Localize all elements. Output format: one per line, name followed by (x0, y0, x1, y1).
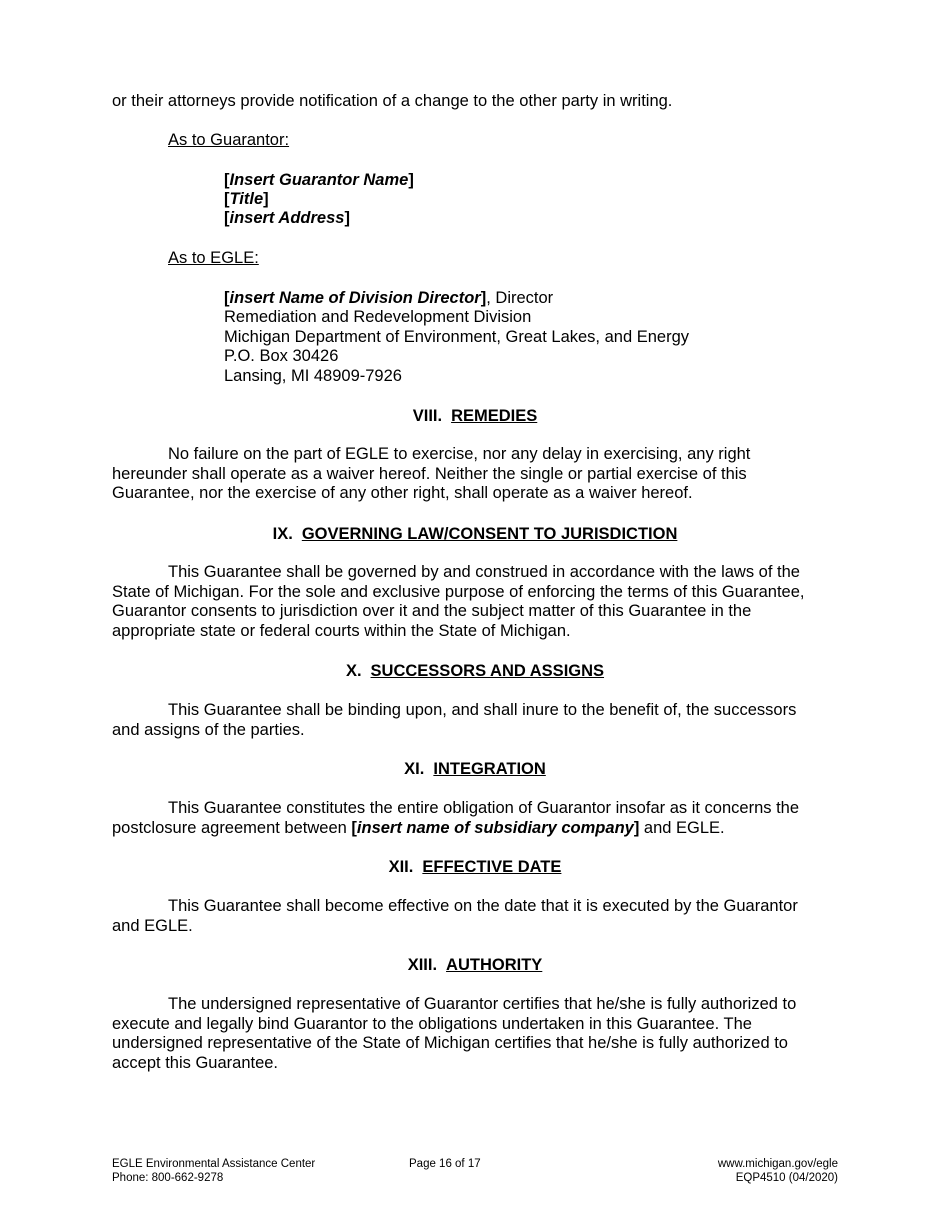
paragraph-line: undersigned representative of the State of Michigan certifies that he/she is fully authorized to (112, 1034, 788, 1053)
director-suffix: , Director (486, 289, 554, 307)
egle-address-line: Michigan Department of Environment, Great Lakes, and Energy (224, 328, 689, 346)
bracket-open: [ (224, 209, 230, 227)
guarantor-address-placeholder: insert Address (229, 209, 345, 227)
paragraph-line: This Guarantee shall become effective on the date that it is executed by the Guarantor (168, 897, 798, 915)
paragraph-line (112, 819, 852, 839)
footer-org: EGLE Environmental Assistance Center (112, 1158, 316, 1170)
remedies-paragraph (112, 445, 852, 504)
guarantor-title-placeholder: Title (229, 190, 264, 208)
governing-law-paragraph (112, 563, 852, 641)
director-placeholder: insert Name of Division Director (229, 289, 481, 307)
paragraph-line: hereunder shall operate as a waiver hereof. Neither the single or partial exercise of this (112, 464, 747, 483)
section-title: GOVERNING LAW/CONSENT TO JURISDICTION (301, 525, 678, 543)
section-title: INTEGRATION (433, 760, 546, 778)
paragraph-line: State of Michigan. For the sole and exclusive purpose of enforcing the terms of this Guarantee, (112, 582, 805, 601)
guarantor-address (224, 209, 350, 229)
paragraph-line: execute and legally bind Guarantor to the obligations undertaken in this Guarantee. The (112, 1014, 752, 1033)
egle-label: As to EGLE: (168, 249, 259, 267)
egle-director (224, 289, 553, 309)
guarantor-title (224, 190, 269, 210)
section-heading-effective-date (0, 857, 950, 877)
effective-date-paragraph (112, 897, 852, 936)
bracket-close: ] (344, 209, 350, 227)
section-number: XIII. (407, 956, 438, 974)
section-number: XII. (388, 858, 414, 876)
bracket-open: [ (224, 171, 230, 189)
section-number: X. (345, 662, 362, 680)
bracket-open: [ (351, 818, 357, 837)
egle-address-line: P.O. Box 30426 (224, 347, 339, 365)
section-heading-governing-law (0, 524, 950, 544)
guarantor-label: As to Guarantor: (168, 131, 290, 149)
footer-url[interactable]: www.michigan.gov/egle (717, 1158, 838, 1170)
integration-paragraph (112, 799, 852, 838)
paragraph-line: This Guarantee shall be governed by and construed in accordance with the laws of the (168, 563, 800, 581)
authority-paragraph (112, 995, 852, 1073)
footer-phone: Phone: 800-662-9278 (112, 1172, 224, 1184)
successors-paragraph (112, 701, 852, 740)
bracket-close: ] (480, 289, 487, 307)
paragraph-line: This Guarantee shall be binding upon, and shall inure to the benefit of, the successors (168, 701, 797, 719)
paragraph-line: and assigns of the parties. (112, 720, 305, 739)
section-number: XI. (404, 760, 425, 778)
footer-form-number: EQP4510 (04/2020) (735, 1172, 838, 1184)
section-heading-authority (0, 955, 950, 975)
bracket-open: [ (224, 190, 230, 208)
section-heading-integration (0, 759, 950, 779)
footer-page-number: Page 16 of 17 (409, 1158, 481, 1170)
section-heading-remedies (0, 406, 950, 426)
guarantor-name-placeholder: Insert Guarantor Name (229, 171, 409, 189)
paragraph-line: Guarantor consents to jurisdiction over it and the subject matter of this Guarantee in the (112, 602, 752, 621)
continuation-line: or their attorneys provide notification of a change to the other party in writing. (112, 92, 673, 110)
bracket-close: ] (263, 190, 269, 208)
paragraph-line: appropriate state or federal courts within the State of Michigan. (112, 621, 571, 640)
paragraph-line: and EGLE. (112, 916, 193, 935)
bracket-close: ] (633, 818, 640, 837)
section-title: REMEDIES (451, 407, 538, 425)
section-heading-successors (0, 661, 950, 681)
section-number: IX. (272, 525, 293, 543)
section-title: EFFECTIVE DATE (422, 858, 562, 876)
paragraph-line: This Guarantee constitutes the entire obligation of Guarantor insofar as it concerns the (168, 799, 800, 817)
guarantor-name (224, 171, 414, 191)
paragraph-line: Guarantee, nor the exercise of any other right, shall operate as a waiver hereof. (112, 484, 693, 503)
bracket-close: ] (408, 171, 414, 189)
paragraph-line: No failure on the part of EGLE to exercise, nor any delay in exercising, any right (168, 445, 751, 463)
paragraph-line: The undersigned representative of Guarantor certifies that he/she is fully authorized to (168, 995, 797, 1013)
egle-address-line: Remediation and Redevelopment Division (224, 308, 532, 326)
bracket-open: [ (224, 289, 230, 307)
egle-address-line: Lansing, MI 48909-7926 (224, 367, 402, 385)
section-title: AUTHORITY (446, 956, 543, 974)
text-segment: postclosure agreement between (112, 818, 352, 837)
section-number: VIII. (412, 407, 443, 425)
text-segment: and EGLE. (639, 818, 725, 837)
paragraph-line: accept this Guarantee. (112, 1053, 279, 1072)
subsidiary-placeholder: insert name of subsidiary company (356, 818, 634, 837)
section-title: SUCCESSORS AND ASSIGNS (370, 662, 605, 680)
